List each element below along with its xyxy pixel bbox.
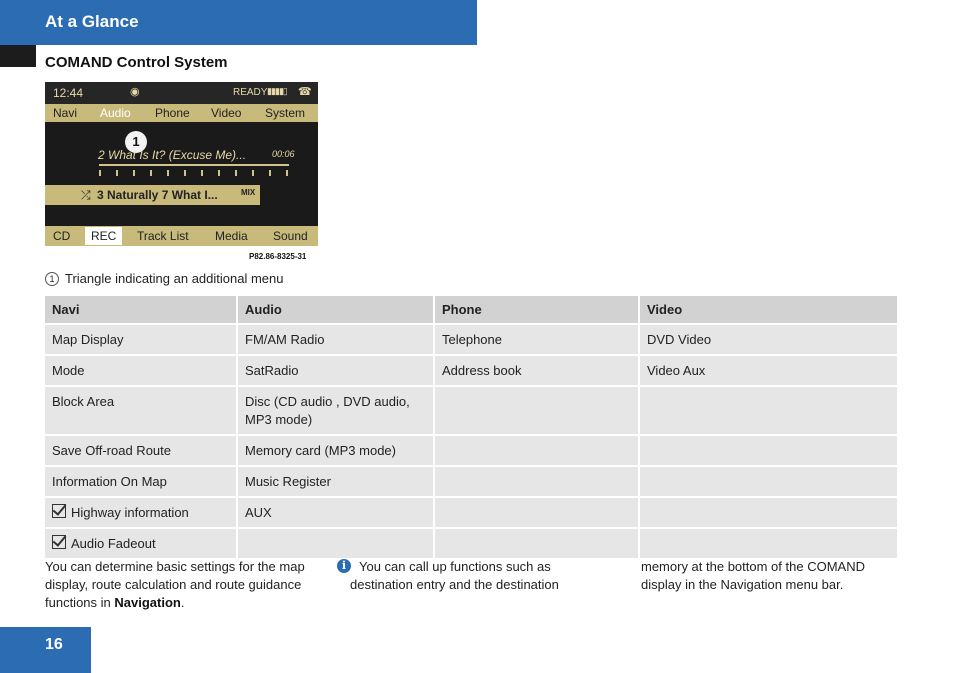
table-header-row: [45, 296, 898, 324]
phone-icon: ☎: [298, 86, 312, 98]
table-cell: Information On Map: [45, 466, 237, 497]
paragraph-right: memory at the bottom of the COMAND display in the Navigation menu bar.: [641, 559, 865, 592]
disc-icon: ◉: [130, 86, 140, 98]
table-cell: SatRadio: [237, 355, 434, 386]
table-header: Video: [639, 296, 898, 324]
checkbox-checked-icon: [52, 504, 66, 518]
section-marker-tab: [0, 45, 36, 67]
table-cell: [45, 528, 237, 559]
signal-strength-icon: ▮▮▮▮▯: [267, 86, 287, 96]
footnote-text: Triangle indicating an additional menu: [65, 271, 284, 286]
screen-bottom-tracklist: Track List: [137, 229, 189, 243]
table-cell: Disc (CD audio , DVD audio, MP3 mode): [237, 386, 434, 435]
current-track: 2 What Is It? (Excuse Me)...: [98, 148, 247, 162]
table-cell: [639, 386, 898, 435]
table-row: [45, 435, 898, 466]
mix-label: MIX: [241, 188, 256, 197]
paragraph-left: [45, 558, 325, 612]
page-number: 16: [45, 636, 63, 653]
table-row: [45, 466, 898, 497]
table-cell: Save Off-road Route: [45, 435, 237, 466]
table-cell-text: Audio Fadeout: [71, 536, 156, 551]
screen-status-bar: [45, 82, 318, 104]
table-cell-text: Highway information: [71, 505, 189, 520]
table-cell: [434, 386, 639, 435]
image-code: P82.86-8325-31: [249, 252, 307, 261]
paragraph-left-text: You can determine basic settings for the map display, route calculation and route guidance functions in: [45, 559, 305, 610]
table-cell: FM/AM Radio: [237, 324, 434, 355]
paragraph-left-bold: Navigation: [114, 595, 181, 610]
screen-menu-video: Video: [211, 106, 242, 120]
table-cell: Block Area: [45, 386, 237, 435]
screen-menu-system: System: [265, 106, 306, 120]
screen-bottom-menu: [45, 226, 318, 246]
screen-bottom-rec: REC: [85, 227, 122, 245]
table-cell: [434, 497, 639, 528]
table-cell: Mode: [45, 355, 237, 386]
track-progress-bar: [99, 164, 289, 166]
paragraph-middle: You can call up functions such as destination entry and the destination: [350, 559, 559, 592]
info-icon: i: [337, 559, 351, 573]
table-header: Navi: [45, 296, 237, 324]
table-cell: DVD Video: [639, 324, 898, 355]
screen-menu-phone: Phone: [155, 106, 190, 120]
track-time: 00:06: [272, 149, 295, 159]
next-track: 3 Naturally 7 What I...: [97, 188, 218, 202]
table-cell: Map Display: [45, 324, 237, 355]
random-icon: ⤮: [81, 188, 91, 202]
comand-screen-image: [45, 82, 318, 246]
table-cell: AUX: [237, 497, 434, 528]
table-cell: [434, 466, 639, 497]
next-track-bar: [45, 185, 260, 205]
table-cell: [45, 497, 237, 528]
callout-marker: 1: [125, 131, 147, 153]
screen-menu-navi: Navi: [53, 106, 78, 120]
table-cell: Address book: [434, 355, 639, 386]
table-header: Audio: [237, 296, 434, 324]
checkbox-checked-icon: [52, 535, 66, 549]
menu-functions-table: [45, 296, 899, 560]
footnote: [45, 271, 284, 286]
table-row: [45, 528, 898, 559]
table-row: [45, 324, 898, 355]
table-cell: [639, 466, 898, 497]
screen-bottom-media: Media: [215, 229, 248, 243]
section-title: COMAND Control System: [45, 54, 228, 71]
page-header-title: At a Glance: [45, 12, 139, 31]
screen-bottom-sound: Sound: [273, 229, 308, 243]
screen-clock: 12:44: [53, 86, 84, 100]
table-row: [45, 355, 898, 386]
screen-status: READY: [233, 87, 268, 98]
table-cell: [639, 497, 898, 528]
table-cell: Memory card (MP3 mode): [237, 435, 434, 466]
track-progress-ticks: [99, 170, 289, 176]
paragraph-left-end: .: [180, 595, 185, 610]
screen-main-menu: [45, 104, 318, 122]
table-cell: [237, 528, 434, 559]
table-row: [45, 386, 898, 435]
table-cell: Video Aux: [639, 355, 898, 386]
screen-bottom-cd: CD: [53, 229, 71, 243]
footnote-number: 1: [45, 272, 59, 286]
table-row: [45, 497, 898, 528]
table-cell: Music Register: [237, 466, 434, 497]
screen-menu-audio: Audio: [100, 106, 131, 120]
table-cell: [639, 435, 898, 466]
table-cell: Telephone: [434, 324, 639, 355]
table-cell: [434, 528, 639, 559]
table-cell: [434, 435, 639, 466]
table-header: Phone: [434, 296, 639, 324]
table-cell: [639, 528, 898, 559]
